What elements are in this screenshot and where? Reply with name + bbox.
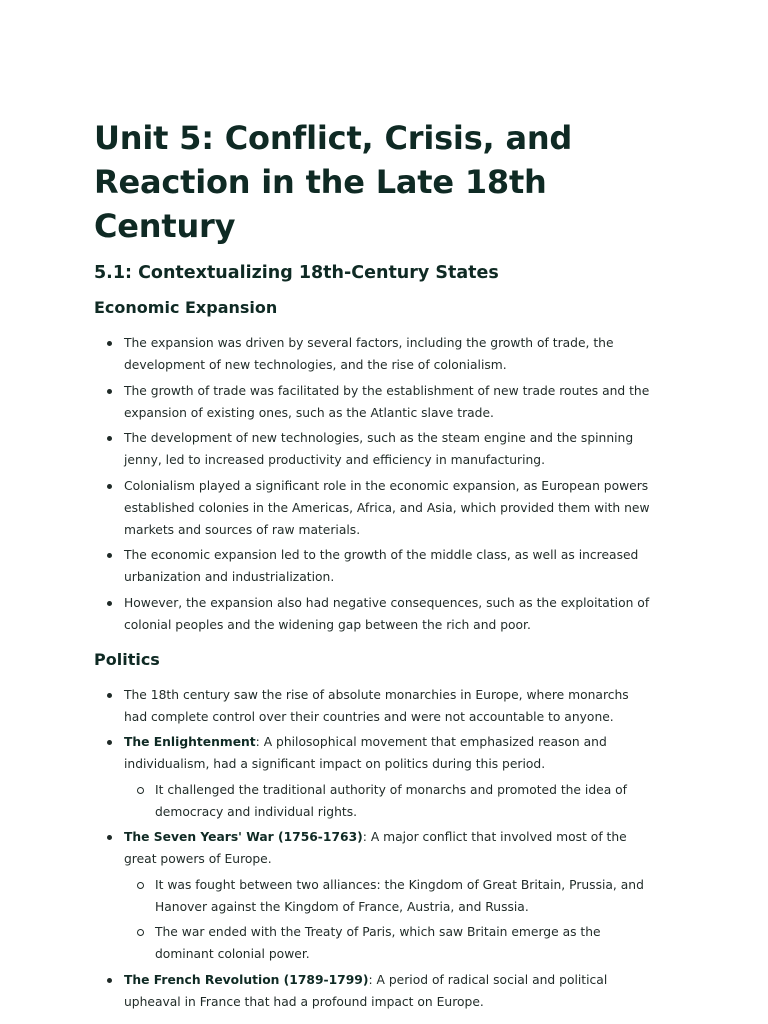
list-item: The expansion was driven by several factors, including the growth of trade, the development of new technologies, and the rise of colonialism. — [94, 332, 654, 376]
politics-heading: Politics — [94, 649, 160, 669]
section-title: 5.1: Contextualizing 18th-Century States — [94, 263, 499, 283]
economic-expansion-heading: Economic Expansion — [94, 298, 278, 317]
politics-list — [94, 684, 654, 1013]
term-description: : A philosophical movement that emphasized reason and individualism, had a significant impact on politics during this period. — [124, 735, 607, 771]
list-item: Colonialism played a significant role in the economic expansion, as European powers established colonies in the Americas, Africa, and Asia, which provided them with new markets and sources of raw materials. — [94, 475, 654, 541]
list-item-seven-years-war — [94, 826, 654, 965]
enlightenment-sublist — [124, 779, 654, 823]
term-enlightenment: The Enlightenment — [124, 735, 256, 749]
list-item: The 18th century saw the rise of absolute monarchies in Europe, where monarchs had complete control over their countries and were not accountable to anyone. — [94, 684, 654, 728]
term-french-revolution: The French Revolution (1789-1799) — [124, 972, 369, 987]
economic-expansion-list — [94, 332, 654, 636]
list-item: The growth of trade was facilitated by the establishment of new trade routes and the expansion of existing ones, such as the Atlantic slave trade. — [94, 380, 654, 424]
list-item: However, the expansion also had negative consequences, such as the exploitation of colonial peoples and the widening gap between the rich and poor. — [94, 592, 654, 636]
sub-list-item: It was fought between two alliances: the Kingdom of Great Britain, Prussia, and Hanover against the Kingdom of France, Austria, and Russia. — [124, 874, 654, 918]
list-item: The development of new technologies, such as the steam engine and the spinning jenny, led to increased productivity and efficiency in manufacturing. — [94, 427, 654, 471]
list-item: The economic expansion led to the growth of the middle class, as well as increased urbanization and industrialization. — [94, 544, 654, 588]
sub-list-item: The war ended with the Treaty of Paris, which saw Britain emerge as the dominant colonial power. — [124, 921, 654, 965]
seven-years-war-sublist — [124, 874, 654, 966]
term-description: : A major conflict that involved most of the great powers of Europe. — [124, 830, 627, 866]
list-item-enlightenment — [94, 731, 654, 823]
page-title: Unit 5: Conflict, Crisis, and Reaction in the Late 18th Century — [94, 119, 573, 245]
document-content — [94, 116, 654, 1016]
list-item-french-revolution — [94, 969, 654, 1013]
sub-list-item: It challenged the traditional authority of monarchs and promoted the idea of democracy and individual rights. — [124, 779, 654, 823]
term-seven-years-war: The Seven Years' War (1756-1763) — [124, 830, 363, 844]
term-description: : A period of radical social and political upheaval in France that had a profound impact on Europe. — [124, 972, 608, 1009]
